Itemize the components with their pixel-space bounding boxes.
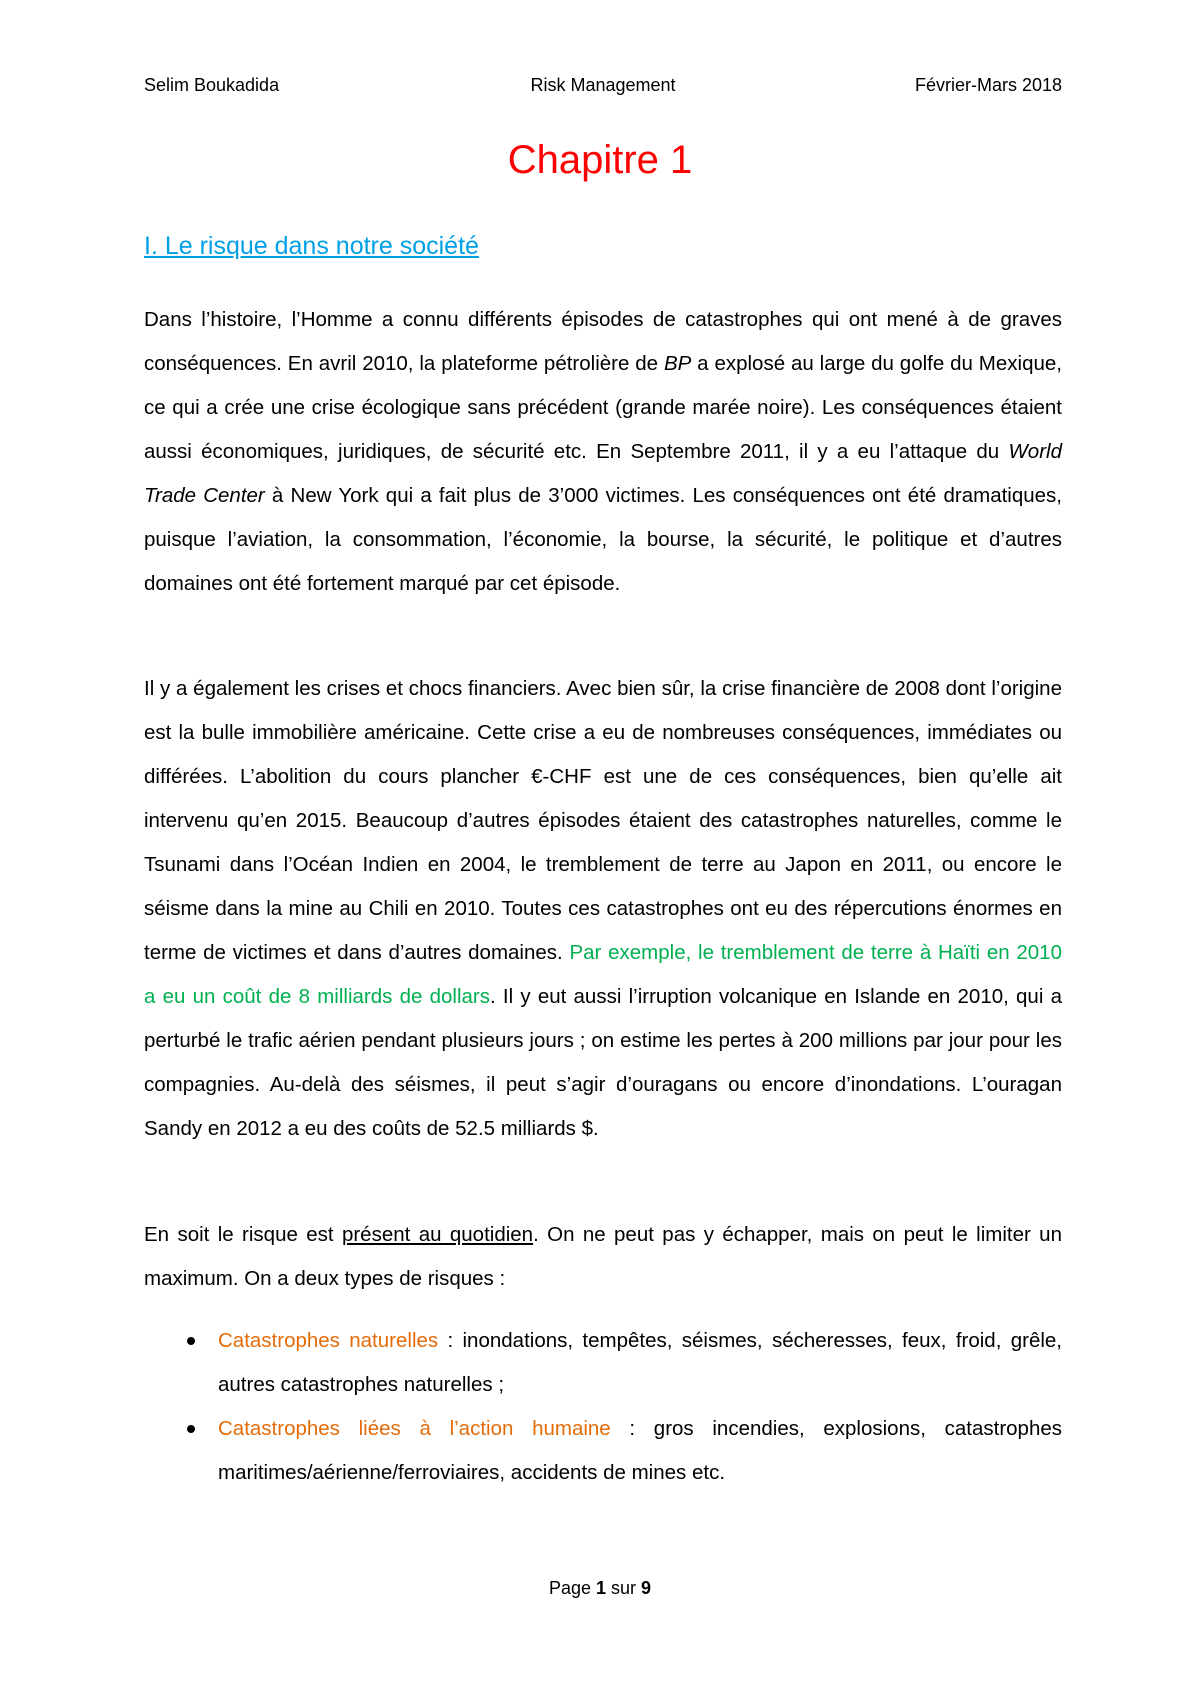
bullet-icon xyxy=(187,1337,195,1345)
paragraph-financial-crises xyxy=(144,667,1062,1151)
footer-page-number: 1 xyxy=(596,1578,607,1598)
paragraph-text: En soit le risque est xyxy=(144,1223,342,1246)
footer-total-pages: 9 xyxy=(641,1578,652,1598)
list-item xyxy=(144,1319,1062,1407)
paragraph-text: . On ne peut pas y échapper, mais on peut le limiter un maximum. On a deux types de risques : xyxy=(144,1223,1062,1290)
paragraph-text: à New York qui a fait plus de 3’000 victimes. Les conséquences ont été dramatiques, puisque l’aviation, la consommation, l’économie, la bourse, la sécurité, le politique et d’autres domaines ont été fortement marqué par cet épisode. xyxy=(144,484,1062,595)
paragraph-daily-risk xyxy=(144,1213,1062,1301)
paragraph-history xyxy=(144,298,1062,606)
section-title: I. Le risque dans notre société xyxy=(144,232,479,260)
chapter-title: Chapitre 1 xyxy=(507,138,693,182)
list-item-term: Catastrophes liées à l’action humaine xyxy=(218,1417,611,1440)
footer-of-word: sur xyxy=(606,1578,642,1598)
italic-text-bp: BP xyxy=(663,352,692,375)
list-item-text: : gros incendies, explosions, catastrophes maritimes/aérienne/ferroviaires, accidents de mines etc. xyxy=(218,1417,1062,1484)
italic-text-wtc: World Trade Center xyxy=(144,440,1062,507)
paragraph-text: Dans l’histoire, l’Homme a connu différents épisodes de catastrophes qui ont mené à de graves conséquences. En avril 2010, la plateforme pétrolière de xyxy=(144,308,1062,375)
paragraph-text: Il y a également les crises et chocs financiers. Avec bien sûr, la crise financière de 2008 dont l’origine est la bulle immobilière américaine. Cette crise a eu de nombreuses conséquences, immédiates ou différées. L’abolition du cours plancher €-CHF est une de ces conséquences, bien qu’elle ait intervenu qu’en 2015. Beaucoup d’autres épisodes étaient des catastrophes naturelles, comme le Tsunami dans l’Océan Indien en 2004, le tremblement de terre au Japon en 2011, ou encore le séisme dans la mine au Chili en 2010. Toutes ces catastrophes ont eu des répercutions énormes en terme de victimes et dans d’autres domaines. xyxy=(144,677,1062,964)
list-item xyxy=(144,1407,1062,1495)
underlined-phrase: présent au quotidien xyxy=(341,1223,534,1246)
page-header xyxy=(144,75,1062,99)
list-item-text: : inondations, tempêtes, séismes, sécheresses, feux, froid, grêle, autres catastrophes naturelles ; xyxy=(218,1329,1063,1396)
footer-page-word: Page xyxy=(548,1578,596,1598)
risk-types-list xyxy=(144,1319,1062,1495)
paragraph-text: a explosé au large du golfe du Mexique, ce qui a crée une crise écologique sans précédent (grande marée noire). Les conséquences étaient aussi économiques, juridiques, de sécurité etc. En Septembre 2011, il y a eu l’attaque du xyxy=(144,352,1062,463)
header-course: Risk Management xyxy=(530,75,676,95)
list-item-term: Catastrophes naturelles xyxy=(218,1329,439,1352)
highlighted-example: Par exemple, le tremblement de terre à Haïti en 2010 a eu un coût de 8 milliards de dollars xyxy=(144,941,1062,1008)
page-footer xyxy=(0,1578,1200,1599)
header-author: Selim Boukadida xyxy=(144,75,280,95)
bullet-icon xyxy=(187,1425,195,1433)
paragraph-text: . Il y eut aussi l’irruption volcanique en Islande en 2010, qui a perturbé le trafic aérien pendant plusieurs jours ; on estime les pertes à 200 millions par jour pour les compagnies. Au-delà des séismes, il peut s’agir d’ouragans ou encore d’inondations. L’ouragan Sandy en 2012 a eu des coûts de 52.5 milliards $. xyxy=(144,985,1063,1140)
header-date: Février-Mars 2018 xyxy=(914,75,1062,95)
